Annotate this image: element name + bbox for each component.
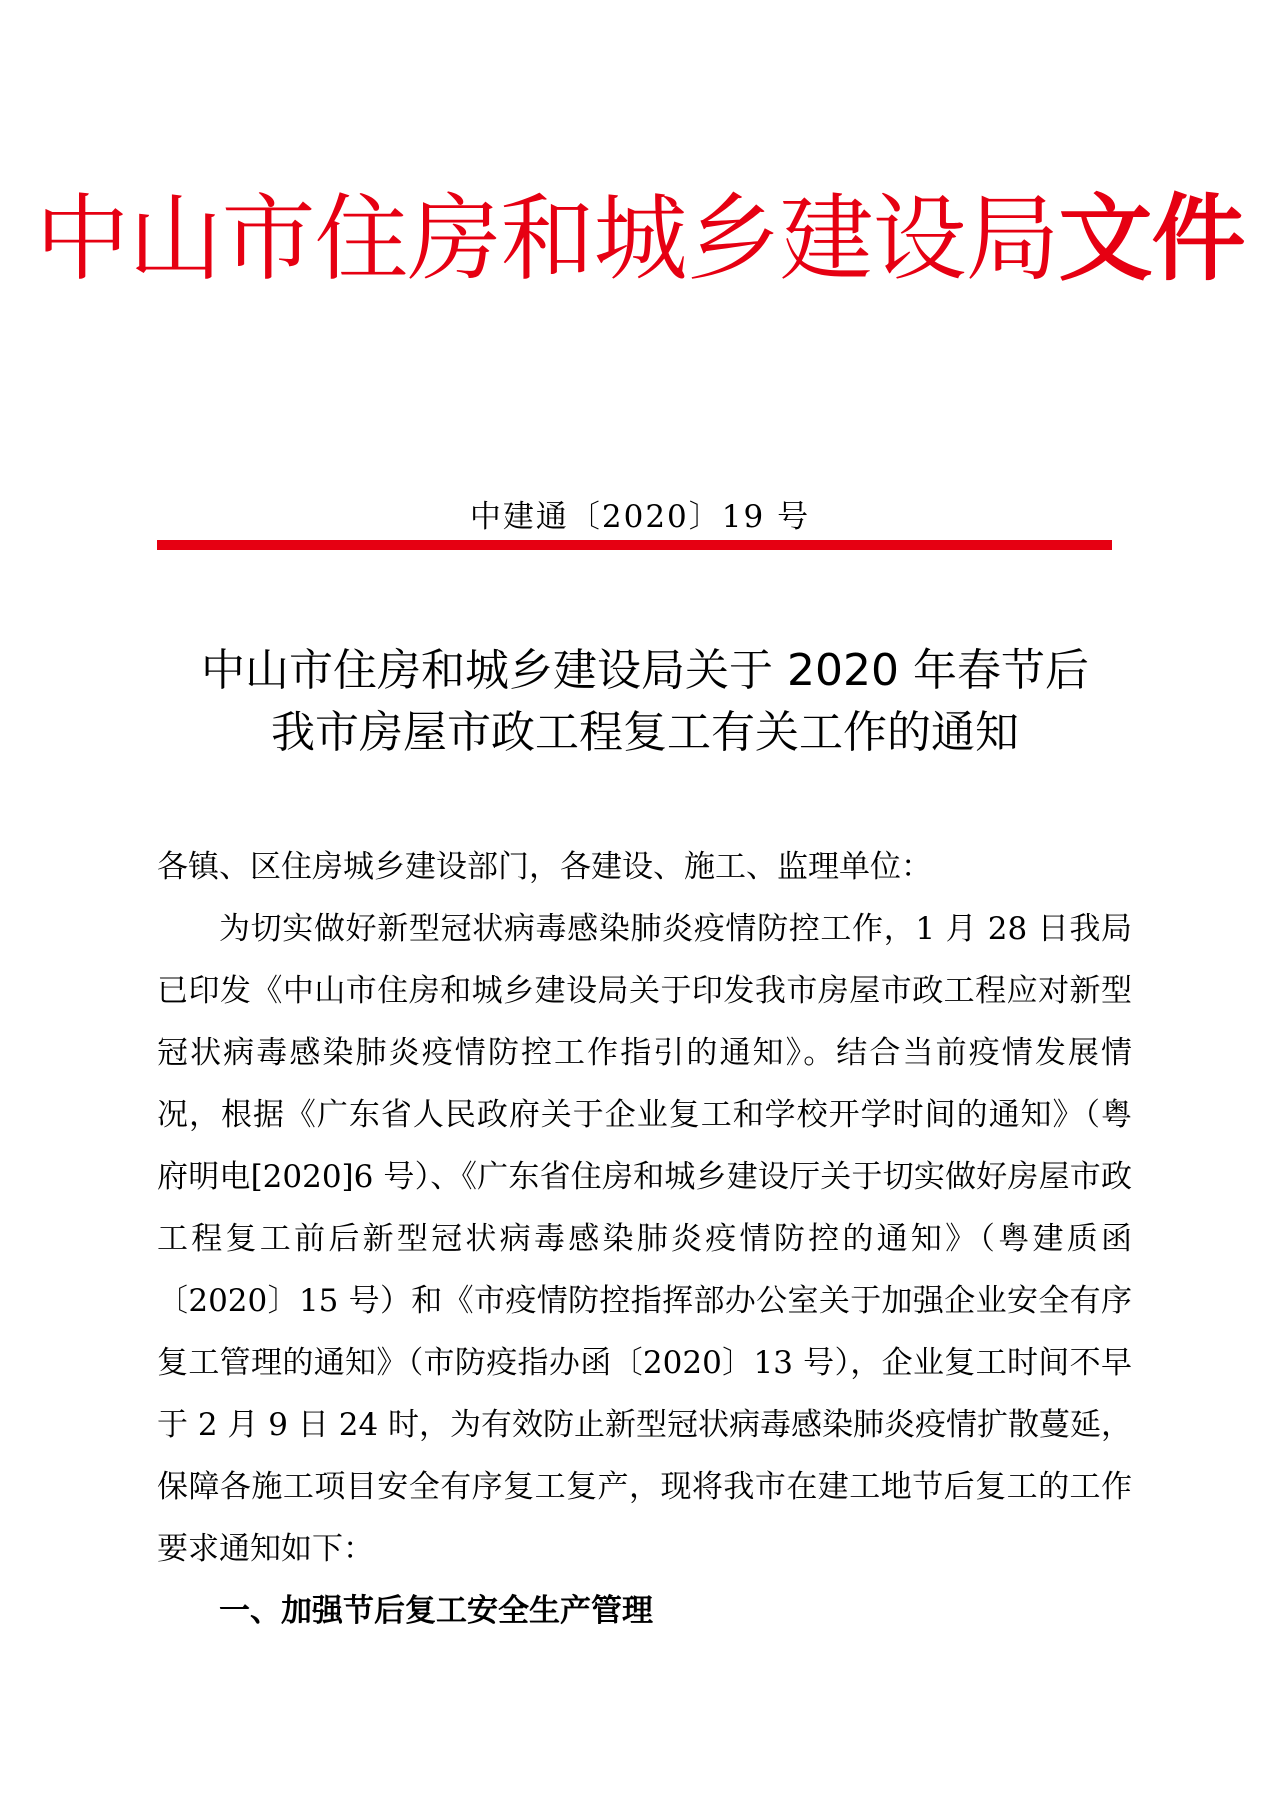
document-title-line-2: 我市房屋市政工程复工有关工作的通知: [271, 707, 1019, 758]
document-header-title: [0, 180, 1280, 300]
header-org-name: 中山市住房和城乡建设局: [35, 185, 1059, 294]
body-paragraph: 为切实做好新型冠状病毒感染肺炎疫情防控工作，1 月 28 日我局已印发《中山市住房和城乡建设局关于印发我市房屋市政工程应对新型冠状病毒感染肺炎疫情防控工作指引的通知》。结合当前疫情发展情况，根据《广东省人民政府关于企业复工和学校开学时间的通知》（粤府明电[2020]6 号）、《广东省住房和城乡建设厅关于切实做好房屋市政工程复工前后新型冠状病毒感染肺炎疫情防控的通知》（粤建质函〔2020〕15 号）和《市疫情防控指挥部办公室关于加强企业安全有序复工管理的通知》（市防疫指办函〔2020〕13 号），企业复工时间不早于 2 月 9 日 24 时，为有效防止新型冠状病毒感染肺炎疫情扩散蔓延，保障各施工项目安全有序复工复产，现将我市在建工地节后复工的工作要求通知如下：: [157, 911, 1133, 1567]
header-suffix: 文件: [1058, 185, 1245, 294]
document-title: [150, 640, 1140, 764]
section-heading: 一、加强节后复工安全生产管理: [219, 1593, 653, 1629]
document-body: [157, 836, 1132, 1642]
red-separator-rule: [157, 540, 1112, 550]
document-title-line-1: 中山市住房和城乡建设局关于 2020 年春节后: [201, 645, 1089, 696]
document-number: 中建通〔2020〕19 号: [469, 499, 811, 535]
salutation: 各镇、区住房城乡建设部门，各建设、施工、监理单位：: [157, 849, 932, 885]
